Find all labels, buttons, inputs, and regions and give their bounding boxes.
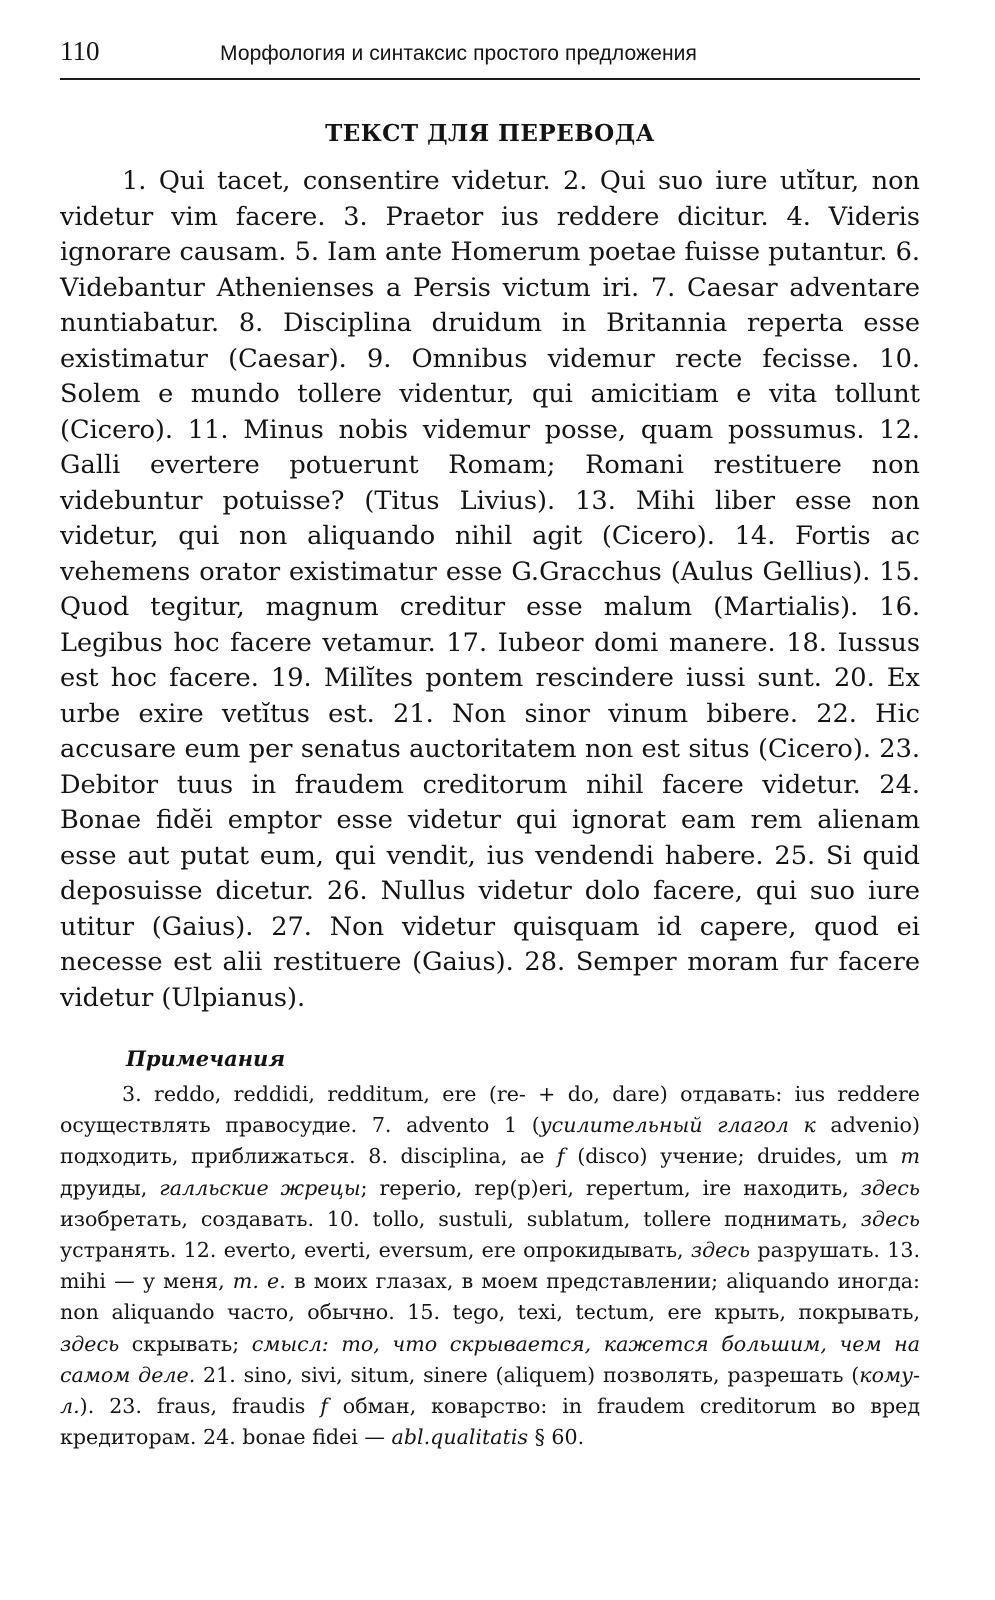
- note-italic-segment: т. е.: [232, 1269, 286, 1294]
- exercise-text: [60, 164, 920, 1016]
- note-segment: § 60.: [528, 1425, 585, 1450]
- note-italic-segment: здесь: [860, 1206, 920, 1231]
- note-segment: 21. sino, sivi, situm, sinere (aliquem) позволять, разрешать (: [195, 1362, 860, 1387]
- note-italic-segment: здесь: [690, 1238, 751, 1263]
- note-segment: 3. reddo, reddidi, redditum, ere (re- + do, dare) отдавать: ius reddere осуществлять правосудие. 7. advento 1 (: [60, 1082, 920, 1138]
- note-italic-segment: f: [320, 1394, 328, 1419]
- note-italic-segment: f: [557, 1144, 565, 1169]
- note-italic-segment: усилительный глагол к: [539, 1113, 816, 1138]
- exercise-sentences: 1. Qui tacet, consentire videtur. 2. Qui suo iure utĭtur, non videtur vim facere. 3. Praetor ius reddere dicitur. 4. Videris ignorare causam. 5. Iam ante Homerum poetae fuisse putantur. 6. Videbantur Athenienses a Persis victum iri. 7. Caesar adventare nuntiabatur. 8. Disciplina druidum in Britannia reperta esse existimatur (Caesar). 9. Omnibus videmur recte fecisse. 10. Solem e mundo tollere videntur, qui amicitiam e vita tollunt (Cicero). 11. Minus nobis videmur posse, quam possumus. 12. Galli evertere potuerunt Romam; Romani restituere non videbuntur potuisse? (Titus Livius). 13. Mihi liber esse non videtur, qui non aliquando nihil agit (Cicero). 14. Fortis ac vehemens orator existimatur esse G.Gracchus (Aulus Gellius). 15. Quod tegitur, magnum creditur esse malum (Martialis). 16. Legibus hoc facere vetamur. 17. Iubeor domi manere. 18. Iussus est hoc facere. 19. Milĭtes pontem rescindere iussi sunt. 20. Ex urbe exire vetĭtus est. 21. Non sinor vinum bibere. 22. Hic accusare eum per senatus auctoritatem non est situs (Cicero). 23. Debitor tuus in fraudem creditorum nihil facere videtur. 24. Bonae fidĕi emptor esse videtur qui ignorat eam rem alienam esse aut putat eum, qui vendit, ius vendendi habere. 25. Si quid deposuisse dicetur. 26. Nullus videtur dolo facere, qui suo iure utitur (Gaius). 27. Non videtur quisquam id capere, quod ei necesse est alii restituere (Gaius). 28. Semper moram fur facere videtur (Ulpianus).: [60, 166, 920, 1013]
- running-head: Морфология и синтаксис простого предложения: [220, 42, 697, 65]
- notes-title: Примечания: [126, 1046, 286, 1071]
- note-italic-segment: m: [900, 1144, 921, 1169]
- note-italic-segment: кому-л.: [60, 1362, 920, 1419]
- note-italic-segment: здесь: [860, 1175, 920, 1200]
- book-page: [60, 36, 920, 1453]
- page-header: [60, 36, 920, 80]
- note-italic-segment: галльские жрецы: [159, 1175, 361, 1200]
- note-segment: ). 23. fraus, fraudis: [79, 1394, 321, 1419]
- note-italic-segment: здесь: [60, 1331, 120, 1356]
- note-italic-segment: смысл: то, что скрывается, кажется большим, чем на самом деле.: [60, 1331, 920, 1387]
- note-segment: разрушать. 13. mihi — у меня,: [60, 1238, 920, 1294]
- notes-text: [60, 1079, 920, 1453]
- section-title: ТЕКСТ ДЛЯ ПЕРЕВОДА: [325, 120, 655, 147]
- note-segment: (disco) учение; druides, um: [564, 1144, 901, 1169]
- note-segment: устранять. 12. everto, everti, eversum, ere опрокидывать,: [60, 1238, 691, 1263]
- note-italic-segment: abl.qualitatis: [391, 1425, 529, 1450]
- note-segment: обман, коварство: in fraudem creditorum во вред кредиторам. 24. bonae fidei —: [60, 1394, 921, 1450]
- note-segment: advenio) подходить, приближаться. 8. disciplina, ae: [60, 1113, 920, 1169]
- page-number: 110: [60, 36, 100, 66]
- note-segment: ; reperio, rep(p)eri, repertum, ire находить,: [360, 1175, 861, 1200]
- note-segment: в моих глазах, в моем представлении; aliquando иногда: non aliquando часто, обычно. 15. tego, texi, tectum, ere крыть, покрывать,: [60, 1269, 920, 1325]
- note-segment: изобретать, создавать. 10. tollo, sustuli, sublatum, tollere поднимать,: [60, 1206, 861, 1231]
- note-segment: скрывать;: [119, 1331, 252, 1356]
- note-segment: друиды,: [60, 1175, 160, 1200]
